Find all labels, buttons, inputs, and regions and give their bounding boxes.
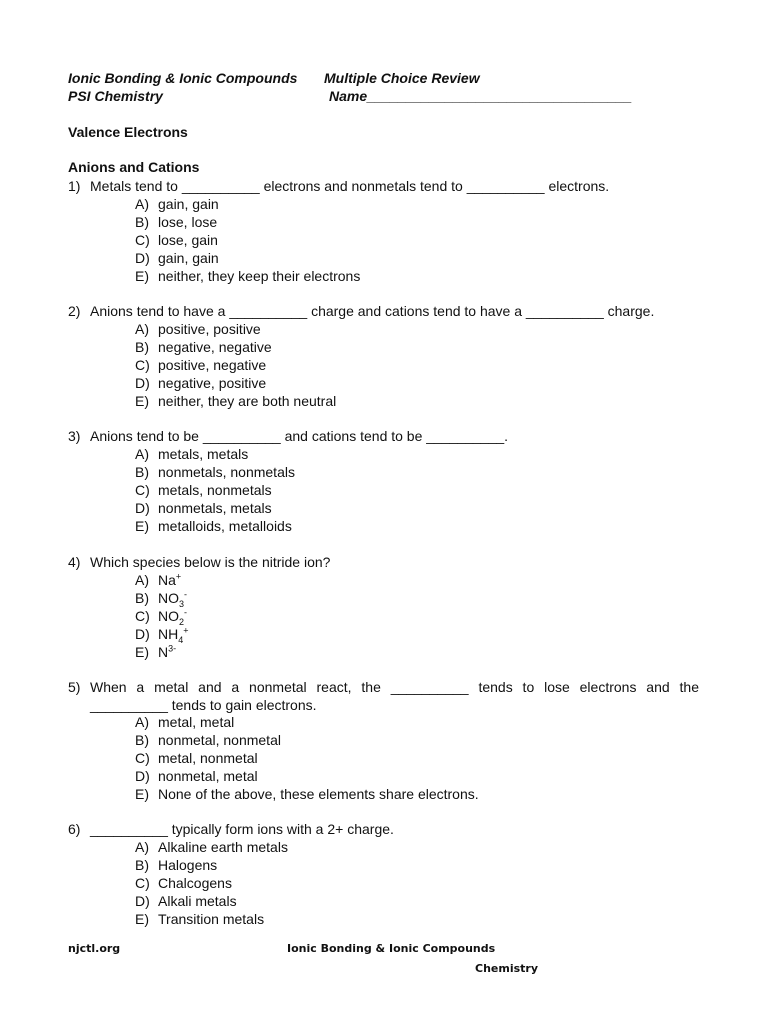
question-number: 4): [68, 554, 81, 570]
answer-option[interactable]: lose, lose: [158, 214, 218, 230]
option-letter: A): [135, 196, 149, 212]
option-letter: A): [135, 714, 149, 730]
formula-charge: -: [184, 607, 188, 618]
question-text: Anions tend to be __________ and cations tend to be __________.: [90, 428, 509, 444]
option-letter: C): [135, 750, 150, 766]
formula-base: NH: [158, 626, 179, 642]
answer-option[interactable]: Alkaline earth metals: [158, 839, 288, 855]
option-letter: E): [135, 268, 149, 284]
option-letter: A): [135, 446, 149, 462]
answer-option[interactable]: Transition metals: [158, 911, 265, 927]
option-letter: C): [135, 482, 150, 498]
answer-option[interactable]: nonmetal, nonmetal: [158, 732, 281, 748]
option-letter: B): [135, 590, 149, 606]
formula-base: Na: [158, 572, 176, 588]
answer-option[interactable]: metal, nonmetal: [158, 750, 258, 766]
option-letter: A): [135, 839, 149, 855]
formula-subscript: 2: [179, 616, 185, 627]
question-number: 1): [68, 178, 81, 194]
option-letter: B): [135, 464, 149, 480]
question-number: 2): [68, 303, 81, 319]
answer-option[interactable]: lose, gain: [158, 232, 218, 248]
answer-option[interactable]: metals, metals: [158, 446, 249, 462]
answer-option[interactable]: neither, they are both neutral: [158, 393, 337, 409]
option-letter: C): [135, 357, 150, 373]
formula-base: NO: [158, 590, 179, 606]
formula-subscript: 3: [179, 598, 185, 609]
footer-subject: Chemistry: [475, 962, 538, 975]
option-letter: D): [135, 375, 150, 391]
answer-option[interactable]: Halogens: [158, 857, 218, 873]
answer-option[interactable]: metalloids, metalloids: [158, 518, 292, 534]
answer-option[interactable]: neither, they keep their electrons: [158, 268, 361, 284]
name-field[interactable]: Name__________________________________: [329, 88, 632, 104]
option-letter: D): [135, 500, 150, 516]
answer-option[interactable]: [158, 589, 187, 607]
option-letter: B): [135, 214, 149, 230]
question-text: Which species below is the nitride ion?: [90, 554, 331, 570]
question-text-continued: __________ tends to gain electrons.: [90, 697, 317, 713]
answer-option[interactable]: [158, 643, 176, 661]
option-letter: D): [135, 626, 150, 642]
option-letter: B): [135, 339, 149, 355]
answer-option[interactable]: [158, 571, 181, 589]
option-letter: C): [135, 232, 150, 248]
option-letter: D): [135, 768, 150, 784]
answer-option[interactable]: gain, gain: [158, 250, 219, 266]
answer-option[interactable]: negative, positive: [158, 375, 267, 391]
footer-title: Ionic Bonding & Ionic Compounds: [287, 942, 496, 955]
option-letter: B): [135, 732, 149, 748]
formula-subscript: 4: [178, 634, 184, 645]
formula-charge: 3-: [168, 643, 177, 654]
section-heading-valence: Valence Electrons: [68, 124, 188, 140]
question-text: Metals tend to __________ electrons and nonmetals tend to __________ electrons.: [90, 178, 610, 194]
formula-base: N: [158, 644, 169, 660]
footer-site: njctl.org: [68, 942, 121, 955]
question-text: When a metal and a nonmetal react, the __________ tends to lose electrons and the: [90, 679, 699, 695]
option-letter: C): [135, 608, 150, 624]
option-letter: A): [135, 321, 149, 337]
answer-option[interactable]: metals, nonmetals: [158, 482, 272, 498]
question-number: 6): [68, 821, 81, 837]
option-letter: E): [135, 518, 149, 534]
option-letter: E): [135, 786, 149, 802]
answer-option[interactable]: gain, gain: [158, 196, 219, 212]
option-letter: E): [135, 911, 149, 927]
option-letter: D): [135, 893, 150, 909]
question-text: __________ typically form ions with a 2+ charge.: [90, 821, 394, 837]
question-text: Anions tend to have a __________ charge and cations tend to have a __________ charge.: [90, 303, 655, 319]
answer-option[interactable]: positive, positive: [158, 321, 261, 337]
option-letter: C): [135, 875, 150, 891]
formula-base: NO: [158, 608, 179, 624]
formula-charge: -: [184, 589, 188, 600]
question-number: 5): [68, 679, 81, 695]
course-name: PSI Chemistry: [68, 88, 163, 104]
doc-subtitle: Multiple Choice Review: [324, 70, 480, 86]
option-letter: E): [135, 644, 149, 660]
doc-title: Ionic Bonding & Ionic Compounds: [68, 70, 298, 86]
answer-option[interactable]: metal, metal: [158, 714, 235, 730]
answer-option[interactable]: nonmetals, nonmetals: [158, 464, 295, 480]
answer-option[interactable]: nonmetal, metal: [158, 768, 258, 784]
option-letter: D): [135, 250, 150, 266]
option-letter: E): [135, 393, 149, 409]
formula-charge: +: [183, 625, 189, 636]
formula-charge: +: [175, 571, 182, 582]
answer-option[interactable]: [158, 625, 189, 643]
answer-option[interactable]: None of the above, these elements share electrons.: [158, 786, 479, 802]
section-heading-anions-cations: Anions and Cations: [68, 159, 200, 175]
question-number: 3): [68, 428, 81, 444]
option-letter: A): [135, 572, 149, 588]
answer-option[interactable]: nonmetals, metals: [158, 500, 272, 516]
option-letter: B): [135, 857, 149, 873]
answer-option[interactable]: negative, negative: [158, 339, 272, 355]
answer-option[interactable]: [158, 607, 187, 625]
answer-option[interactable]: Chalcogens: [158, 875, 232, 891]
answer-option[interactable]: positive, negative: [158, 357, 267, 373]
answer-option[interactable]: Alkali metals: [158, 893, 237, 909]
